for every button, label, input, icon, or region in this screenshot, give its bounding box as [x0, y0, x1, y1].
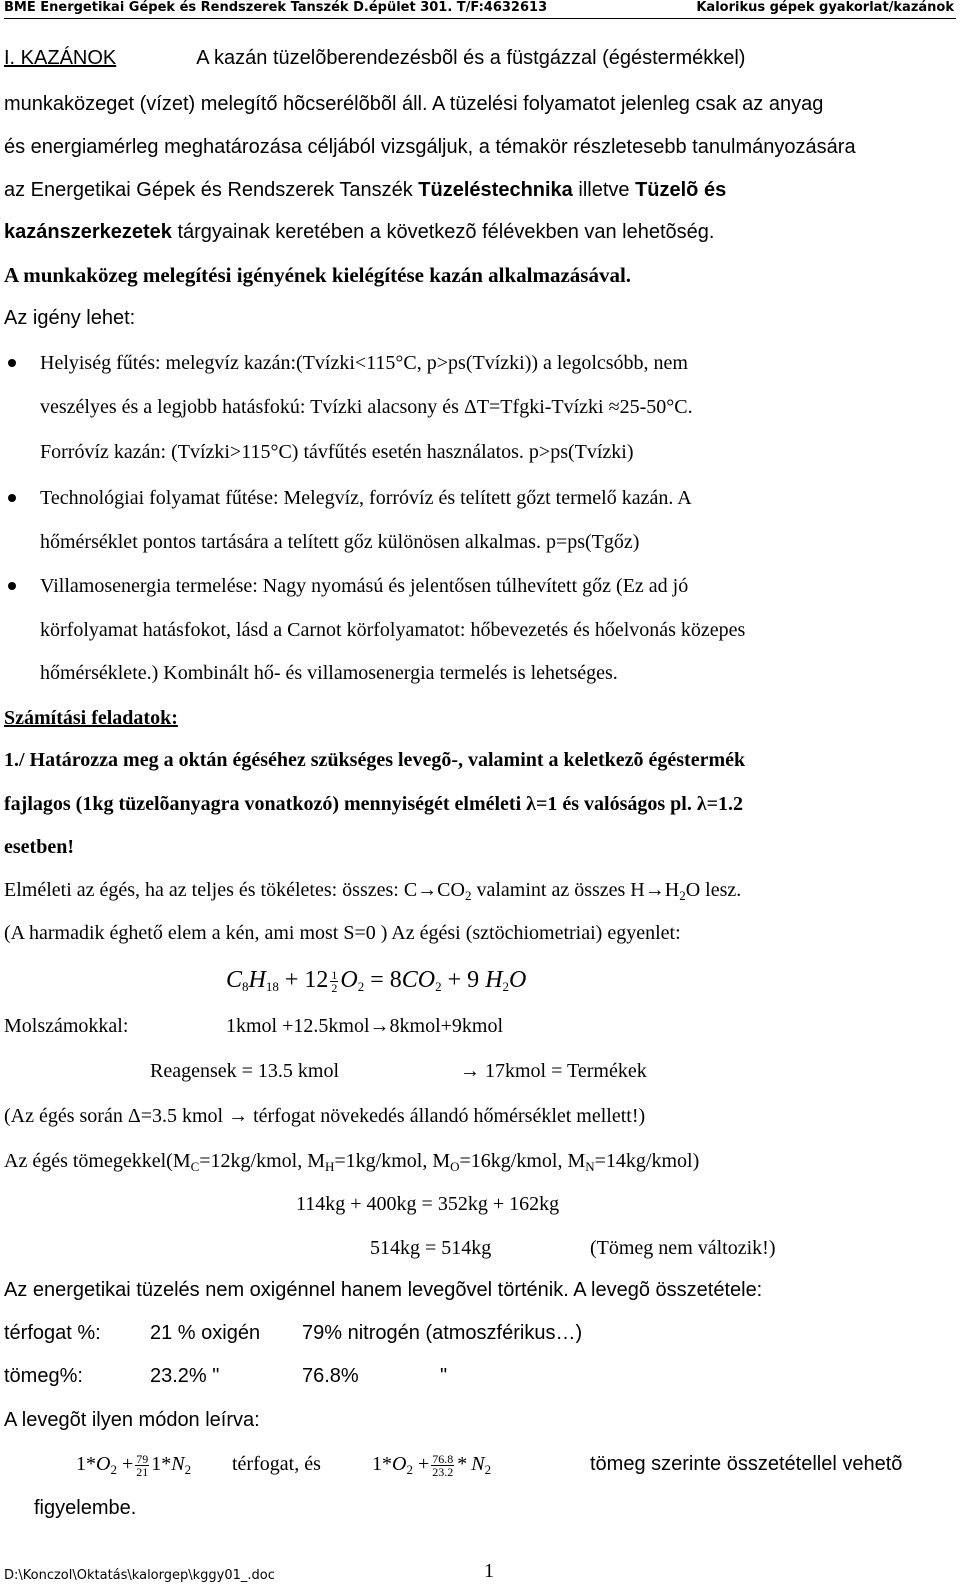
bullet-1-line-1: Helyiség fűtés: melegvíz kazán:(Tvízki<115°C, p>ps(Tvízki)) a legolcsóbb, nem: [40, 352, 688, 374]
header-left: BME Energetikai Gépek és Rendszerek Tanszék D.épület 301. T/F:4632613: [4, 0, 548, 15]
section-title: I. KAZÁNOK: [4, 47, 117, 69]
mass-tail-2: figyelembe.: [34, 1497, 137, 1519]
theory-line: Elméleti az égés, ha az teljes és tökéletes: összes: $C\to CO_2$ valamint az összes $H\to H_2O$ lesz.: [4, 879, 742, 903]
mass-equation-1: 114kg + 400kg = 352kg + 162kg: [296, 1193, 560, 1215]
mass-equation-2: 514kg = 514kg: [370, 1237, 492, 1259]
bullet-1-line-2: veszélyes és a legjobb hatásfokú: Tvízki alacsony és ΔT=Tfgki-Tvízki ≈25-50°C.: [40, 396, 693, 418]
air-volume-formula: $1*O_2$ + $\frac{79}{21}$ $1*N_2$: [76, 1451, 192, 1479]
volume-nitrogen: 79% nitrogén (atmoszférikus…): [302, 1322, 583, 1344]
bullet-3-line-2: körfolyamat hatásfokot, lásd a Carnot körfolyamatot: hőbevezetés és hőelvonás közepes: [40, 619, 746, 641]
intro-line-2: munkaközeget (vízet) melegítő hõcserélõbõl áll. A tüzelési folyamatot jelenleg csak az anyag: [4, 93, 824, 115]
bullet-dot: [8, 359, 16, 367]
footer-path: D:\Konczol\Oktatás\kalorgep\kggy01_.doc: [4, 1568, 275, 1583]
mass-tail: tömeg szerinte összetétellel vehetõ: [590, 1453, 903, 1475]
mol-label: Molszámokkal:: [4, 1015, 129, 1037]
bullet-2-line-2: hőmérséklet pontos tartására a telített gőz különösen alkalmas. p=ps(Tgőz): [40, 531, 640, 553]
mass-line: Az égés $tömegekkel(M_C=12kg$/kmol, $M_H=1kg$/kmol, $M_O=16kg$/kmol, $M_N=14kg/kmol$): [4, 1150, 700, 1174]
bullet-3-line-3: hőmérséklete.) Kombinált hő- és villamosenergia termelés is lehetséges.: [40, 662, 618, 684]
bullet-2-line-1: Technológiai folyamat fűtése: Melegvíz, forróvíz és telített gőzt termelő kazán. A: [40, 487, 692, 509]
mass-percent-label: tömeg%:: [4, 1365, 83, 1387]
volume-change: (Az égés során Δ=3.5 kmol → térfogat növekedés állandó hőmérséklet mellett!): [4, 1105, 646, 1127]
air-mass-formula: $1*O_2$ + $\frac{76.8}{23.2}$ * $N_2$: [372, 1451, 492, 1479]
intro-line-4: az Energetikai Gépek és Rendszerek Tanszék Tüzeléstechnika illetve Tüzelõ és: [4, 179, 727, 201]
volume-word: térfogat, és: [232, 1453, 321, 1475]
mass-note: (Tömeg nem változik!): [590, 1237, 776, 1259]
reagents: Reagensek = 13.5 kmol: [150, 1060, 340, 1082]
mass-nitrogen: 76.8%: [302, 1365, 359, 1387]
main-heading: A munkaközeg melegítési igényének kielégítése kazán alkalmazásával.: [4, 263, 632, 287]
third-element-line: (A harmadik éghető elem a kén, ami most S=0 ) Az égési (sztöchiometriai) egyenlet:: [4, 922, 681, 944]
question-line-3: esetben!: [4, 836, 74, 858]
bullet-dot: [8, 494, 16, 502]
bullet-1-line-3: Forróvíz kazán: (Tvízki>115°C) távfűtés esetén használatos. p>ps(Tvízki): [40, 441, 634, 463]
volume-percent-label: térfogat %:: [4, 1322, 101, 1344]
air-intro: Az energetikai tüzelés nem oxigénnel hanem levegõvel történik. A levegõ összetétele:: [4, 1279, 763, 1301]
mass-nitrogen-ditto: ": [440, 1365, 448, 1387]
fraction-79-21: $\frac{79}{21}$: [136, 1451, 149, 1479]
intro-line-3: és energiamérleg meghatározása céljából vizsgáljuk, a témakör részletesebb tanulmányozására: [4, 136, 856, 158]
products: → 17kmol = Termékek: [460, 1060, 647, 1082]
question-line-1: 1./ Határozza meg a oktán égéséhez szükséges levegõ-, valamint a keletkezõ égéstermék: [4, 749, 746, 771]
question-line-2: fajlagos (1kg tüzelõanyagra vonatkozó) mennyiségét elméleti λ=1 és valóságos pl. λ=1.2: [4, 793, 744, 815]
page-header: [4, 0, 956, 19]
fraction-76.8-23.2: $\frac{76.8}{23.2}$: [432, 1451, 454, 1479]
intro-line-1: I. KAZÁNOK A kazán tüzelõberendezésbõl és a füstgázzal (égéstermékkel): [4, 47, 746, 69]
mol-equation: 1kmol +12.5kmol→8kmol+9kmol: [226, 1015, 504, 1037]
mass-oxygen: 23.2% ": [150, 1365, 220, 1387]
page-number: 1: [484, 1560, 494, 1582]
need-label: Az igény lehet:: [4, 307, 136, 329]
combustion-equation: $C_8H_{18} + 12$ $\frac{1}{2}$ $O_2 = 8CO_2 + 9$ $H_2O$: [226, 967, 527, 995]
bullet-dot: [8, 582, 16, 590]
half-fraction: $\frac{1}{2}$: [331, 967, 338, 995]
tasks-title: Számítási feladatok:: [4, 707, 178, 729]
volume-oxygen: 21 % oxigén: [150, 1322, 261, 1344]
bullet-3-line-1: Villamosenergia termelése: Nagy nyomású és jelentősen túlhevített gőz (Ez ad jó: [40, 575, 689, 597]
air-desc: A levegõt ilyen módon leírva:: [4, 1409, 260, 1431]
header-right: Kalorikus gépek gyakorlat/kazánok: [696, 0, 954, 15]
intro-line-5: kazánszerkezetek tárgyainak keretében a következõ félévekben van lehetõség.: [4, 221, 715, 243]
